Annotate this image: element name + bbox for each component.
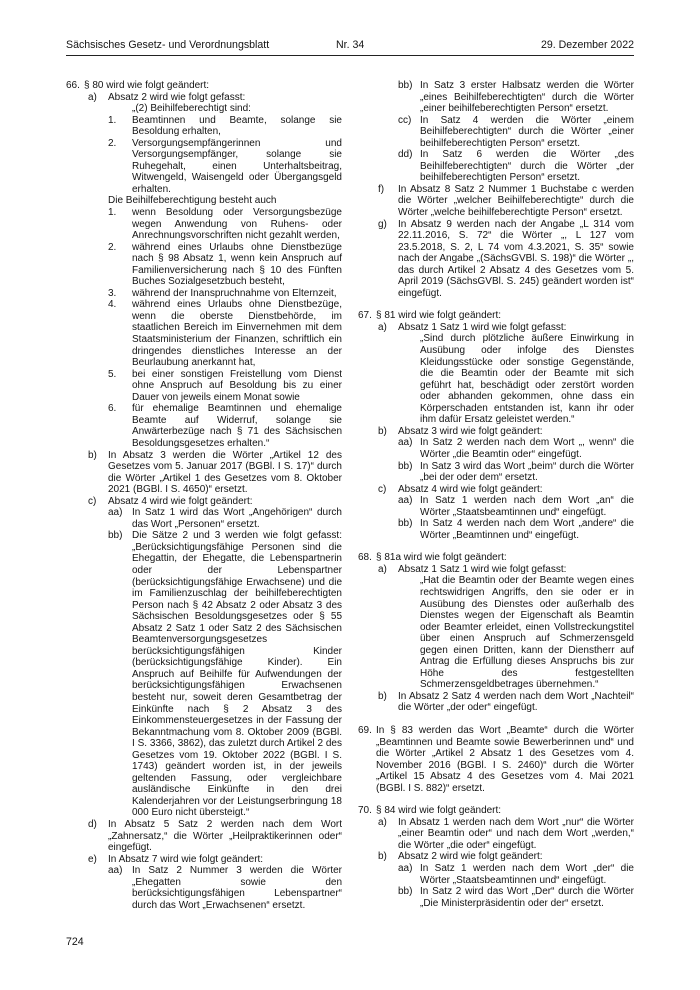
list-item (358, 817, 634, 852)
item-text: für ehemalige Beamtinnen und ehemalige Beamte auf Widerruf, solange sie Anwärterbezüge nach § 71 des Sächsischen Besoldungsgesetzes erhalten.“ (132, 403, 342, 449)
item-number: aa) (398, 495, 413, 507)
item-text: „Hat die Beamtin oder der Beamte wegen eines rechtswidrigen Angriffs, den sie oder er in Ausübung des Dienstes oder außerhalb des Dienstes wegen der Eigenschaft als Beamtin oder Beamter erleidet, einen Vollstreckungstitel über einen Anspruch auf Schmerzensgeld gegen einen Dritten, kann der Dienstherr auf Antrag die Erfüllung dieses Anspruchs bis zur Höhe des festgestellten Schmerzensgeldbetrages übernehmen.“ (420, 575, 634, 691)
issue-number: Nr. 34 (336, 39, 365, 51)
item-number: 1. (108, 114, 117, 126)
item-number: 70. (358, 805, 372, 817)
list-item (358, 863, 634, 886)
item-number: aa) (398, 863, 413, 874)
issue-date: 29. Dezember 2022 (540, 39, 634, 51)
item-number: bb) (398, 80, 413, 91)
item-text: während der Inanspruchnahme von Elternzeit, (132, 287, 337, 299)
item-number: bb) (108, 530, 123, 542)
list-item (358, 886, 634, 909)
item-number: 68. (358, 552, 372, 564)
item-number: aa) (108, 865, 123, 877)
item-number: a) (378, 816, 387, 828)
list-item (66, 138, 342, 196)
publication-title: Sächsisches Gesetz- und Verordnungsblatt (66, 39, 270, 51)
item-text: In Satz 3 wird das Wort „beim“ durch die Wörter „bei der oder dem“ ersetzt. (420, 460, 634, 484)
list-item (66, 242, 342, 288)
item-number: 5. (108, 368, 117, 380)
item-number: cc) (398, 114, 412, 126)
list-item (358, 564, 634, 576)
list-item (358, 518, 634, 541)
item-text: In Satz 4 werden die Wörter „einem Beihilfeberechtigten“ durch die Wörter „einer beihilfeberechtigten Person“ ersetzt. (420, 114, 634, 149)
page-header (66, 39, 634, 53)
list-item (66, 115, 342, 138)
list-item (358, 322, 634, 334)
list-item (66, 369, 342, 404)
item-text: Absatz 4 wird wie folgt geändert: (398, 483, 543, 495)
item-text: Absatz 4 wird wie folgt geändert: (108, 495, 253, 507)
item-text: In Absatz 5 Satz 2 werden nach dem Wort „Zahnersatz,“ die Wörter „Heilpraktikerinnen oder“ eingefügt. (108, 819, 342, 854)
left-column (66, 80, 342, 911)
item-text: In Absatz 2 Satz 4 werden nach dem Wort „Nachteil“ die Wörter „der oder“ eingefügt. (398, 690, 634, 714)
list-item (66, 80, 342, 92)
item-text: „Sind durch plötzliche äußere Einwirkung in Ausübung oder infolge des Dienstes Kleidungsstücke oder sonstige Gegenstände, die die Beamtin oder der Beamte mit sich geführt hat, beschädigt oder zerstört worden oder abhanden gekommen, ohne dass ein Körperschaden entstanden ist, kann ihr oder ihm dafür Ersatz geleistet werden.“ (420, 333, 634, 426)
item-number: e) (88, 853, 97, 865)
page-number: 724 (66, 936, 84, 948)
item-text: wenn Besoldung oder Versorgungsbezüge wegen Anwendung von Ruhens- oder Anrechnungsvorschriften nicht gezahlt werden, (132, 207, 342, 242)
item-text: Die Beihilfeberechtigung besteht auch (108, 195, 277, 207)
list-item (66, 496, 342, 508)
item-number: a) (378, 321, 387, 333)
item-number: 1. (108, 207, 117, 219)
item-number: aa) (398, 437, 413, 449)
list-item (66, 507, 342, 530)
list-item (358, 219, 634, 300)
paragraph (66, 103, 342, 115)
item-text: Absatz 3 wird wie folgt geändert: (398, 425, 543, 437)
list-item (66, 403, 342, 449)
item-text: In Satz 2 wird das Wort „Der“ durch die Wörter „Die Ministerpräsidentin oder der“ ersetzt. (420, 886, 634, 909)
list-item (358, 461, 634, 484)
list-item (358, 552, 634, 564)
list-item (66, 854, 342, 866)
item-number: 66. (66, 80, 80, 91)
item-number: aa) (108, 507, 123, 519)
item-text: In Satz 3 erster Halbsatz werden die Wörter „eines Beihilfeberechtigten“ durch die Wörter „einer beihilfeberechtigten Person“ ersetzt. (420, 80, 634, 115)
item-text: In Satz 4 werden nach dem Wort „andere“ die Wörter „Beamtinnen und“ eingefügt. (420, 518, 634, 541)
section-gap (358, 541, 634, 552)
section-gap (358, 794, 634, 805)
list-item (358, 80, 634, 115)
item-number: 69. (358, 724, 372, 736)
list-item (358, 426, 634, 438)
item-number: c) (88, 495, 97, 507)
list-item (358, 437, 634, 460)
item-text: „(2) Beihilfeberechtigt sind: (132, 103, 251, 115)
item-number: 67. (358, 310, 372, 322)
list-item (66, 299, 342, 368)
item-text: § 81 wird wie folgt geändert: (376, 310, 502, 322)
section-gap (358, 714, 634, 725)
item-number: b) (88, 449, 97, 461)
item-text: In Satz 1 wird das Wort „Angehörigen“ durch das Wort „Personen“ ersetzt. (132, 507, 342, 530)
item-number: b) (378, 690, 387, 702)
item-text: In Absatz 1 werden nach dem Wort „nur“ die Wörter „einer Beamtin oder“ und nach dem Wort „werden,“ die Wörter „die oder“ eingefügt. (398, 816, 634, 851)
list-item (358, 495, 634, 518)
item-number: 3. (108, 287, 117, 299)
item-number: 4. (108, 299, 117, 311)
item-number: bb) (398, 518, 413, 530)
list-item (66, 865, 342, 911)
list-item (358, 310, 634, 322)
list-item (358, 184, 634, 219)
item-number: bb) (398, 886, 413, 898)
item-number: dd) (398, 149, 413, 161)
list-item (358, 115, 634, 150)
item-number: bb) (398, 460, 413, 472)
item-text: Absatz 1 Satz 1 wird wie folgt gefasst: (398, 321, 567, 333)
item-text: In § 83 werden das Wort „Beamte“ durch die Wörter „Beamtinnen und Beamte sowie Bewerberinnen und“ und die Wörter „Artikel 2 Absatz 1 des Gesetzes vom 4. November 2016 (BGBl. I S. 2460)“ durch die Wörter „Artikel 15 Absatz 4 des Gesetzes vom 4. Mai 2021 (BGBl. I S. 882)“ ersetzt. (376, 724, 634, 794)
item-text: bei einer sonstigen Freistellung vom Dienst ohne Anspruch auf Besoldung bis zu einer Dauer von jeweils einem Monat sowie (132, 368, 342, 403)
list-item (66, 92, 342, 104)
paragraph (66, 195, 342, 207)
item-text: § 84 wird wie folgt geändert: (376, 805, 502, 817)
item-text: In Absatz 8 Satz 2 Nummer 1 Buchstabe c werden die Wörter „welcher Beihilfeberechtigte“ durch die Wörter „welche beihilfeberechtigte Person“ ersetzt. (398, 183, 634, 219)
item-number: 6. (108, 403, 117, 415)
item-number: f) (378, 183, 385, 195)
item-text: In Satz 1 werden nach dem Wort „der“ die Wörter „Staatsbeamtinnen und“ eingefügt. (420, 863, 634, 886)
item-number: c) (378, 483, 387, 495)
item-text: In Satz 2 werden nach dem Wort „, wenn“ die Wörter „die Beamtin oder“ eingefügt. (420, 437, 634, 460)
item-number: b) (378, 425, 387, 437)
item-text: Beamtinnen und Beamte, solange sie Besoldung erhalten, (132, 114, 342, 138)
item-number: 2. (108, 137, 117, 149)
list-item (66, 450, 342, 496)
paragraph (358, 575, 634, 690)
item-text: In Absatz 9 werden nach der Angabe „L 314 vom 22.11.2016, S. 72“ die Wörter „, L 127 vom 23.5.2018, S. 2, L 74 vom 4.3.2021, S. 35“ sowie nach der Angabe „(SächsGVBl. S. 198)“ die Wörter „, das durch Artikel 2 Absatz 4 des Gesetzes vom 5. April 2019 (SächsGVBl. S. 245) geändert worden ist“ eingefügt. (398, 218, 634, 299)
list-item (358, 149, 634, 184)
item-text: In Satz 6 werden die Wörter „des Beihilfeberechtigten“ durch die Wörter „der beihilfeberechtigten Person“ ersetzt. (420, 149, 634, 184)
item-number: a) (378, 563, 387, 575)
item-text: Absatz 2 wird wie folgt gefasst: (108, 91, 246, 103)
list-item (66, 530, 342, 819)
list-item (358, 484, 634, 496)
section-gap (358, 299, 634, 310)
item-text: Absatz 1 Satz 1 wird wie folgt gefasst: (398, 563, 567, 575)
list-item (66, 207, 342, 242)
item-text: während eines Urlaubs ohne Dienstbezüge nach § 98 Absatz 1, wenn kein Anspruch auf Familienversicherung nach § 10 des Fünften Buches Sozialgesetzbuch besteht, (132, 241, 342, 288)
list-item (358, 691, 634, 714)
list-item (358, 851, 634, 863)
list-item (66, 819, 342, 854)
item-text: Die Sätze 2 und 3 werden wie folgt gefasst: „Berücksichtigungsfähige Personen sind die Ehegattin, der Ehegatte, die Lebenspartnerin oder der Lebenspartner (berücksichtigungsfähige Erwachsene) und die im Familienzuschlag der beihilfeberechtigten Person nach § 42 Absatz 2 oder Absatz 3 des Sächsischen Besoldungsgesetzes oder § 55 Absatz 2 Satz 1 oder Satz 2 des Sächsischen Beamtenversorgungsgesetzes berücksichtigungsfähigen Kinder (berücksichtigungsfähige Kinder). Ein Anspruch auf Beihilfe für Aufwendungen der berücksichtigungsfähigen Erwachsenen besteht nur, soweit deren Gesamtbetrag der Einkünfte nach § 2 Absatz 3 des Einkommensteuergesetzes in der Fassung der Bekanntmachung vom 8. Oktober 2009 (BGBl. I S. 3366, 3862), das zuletzt durch Artikel 2 des Gesetzes vom 19. Oktober 2022 (BGBl. I S. 1743) geändert worden ist, in der jeweils geltenden Fassung, oder vergleichbare ausländische Einkünfte in den drei Kalenderjahren vor der Leistungserbringung 18 000 Euro nicht übersteigt.“ (132, 530, 342, 819)
item-text: Absatz 2 wird wie folgt geändert: (398, 851, 543, 863)
paragraph (358, 333, 634, 425)
item-text: In Absatz 7 wird wie folgt geändert: (108, 853, 264, 865)
item-number: b) (378, 851, 387, 863)
list-item (358, 805, 634, 817)
list-item (66, 288, 342, 300)
item-text: Versorgungsempfängerinnen und Versorgungsempfänger, solange sie Ruhegehalt, einen Unterhaltsbeitrag, Witwengeld, Waisengeld oder Übergangsgeld erhalten. (132, 137, 342, 195)
item-text: § 81a wird wie folgt geändert: (376, 552, 507, 564)
item-number: a) (88, 91, 97, 103)
right-column (358, 80, 634, 909)
item-number: d) (88, 819, 97, 830)
header-rule (66, 55, 634, 56)
item-text: In Satz 1 werden nach dem Wort „an“ die Wörter „Staatsbeamtinnen und“ eingefügt. (420, 495, 634, 518)
item-number: 2. (108, 241, 117, 253)
item-number: g) (378, 218, 387, 230)
item-text: In Absatz 3 werden die Wörter „Artikel 12 des Gesetzes vom 5. Januar 2017 (BGBl. I S. 17)“ durch die Wörter „Artikel 1 des Gesetzes vom 8. Oktober 2021 (BGBl. I S. 4650)“ ersetzt. (108, 449, 342, 496)
item-text: In Satz 2 Nummer 3 werden die Wörter „Ehegatten sowie den berücksichtigungsfähigen Lebenspartner“ durch das Wort „Erwachsenen“ ersetzt. (132, 865, 342, 911)
item-text: während eines Urlaubs ohne Dienstbezüge, wenn die oberste Dienstbehörde, im staatlichen Bereich im Einvernehmen mit dem Staatsministerium der Finanzen, schriftlich ein dringendes dienstliches Interesse an der Beurlaubung anerkannt hat, (132, 299, 342, 369)
item-text: § 80 wird wie folgt geändert: (84, 80, 210, 91)
list-item (358, 725, 634, 794)
